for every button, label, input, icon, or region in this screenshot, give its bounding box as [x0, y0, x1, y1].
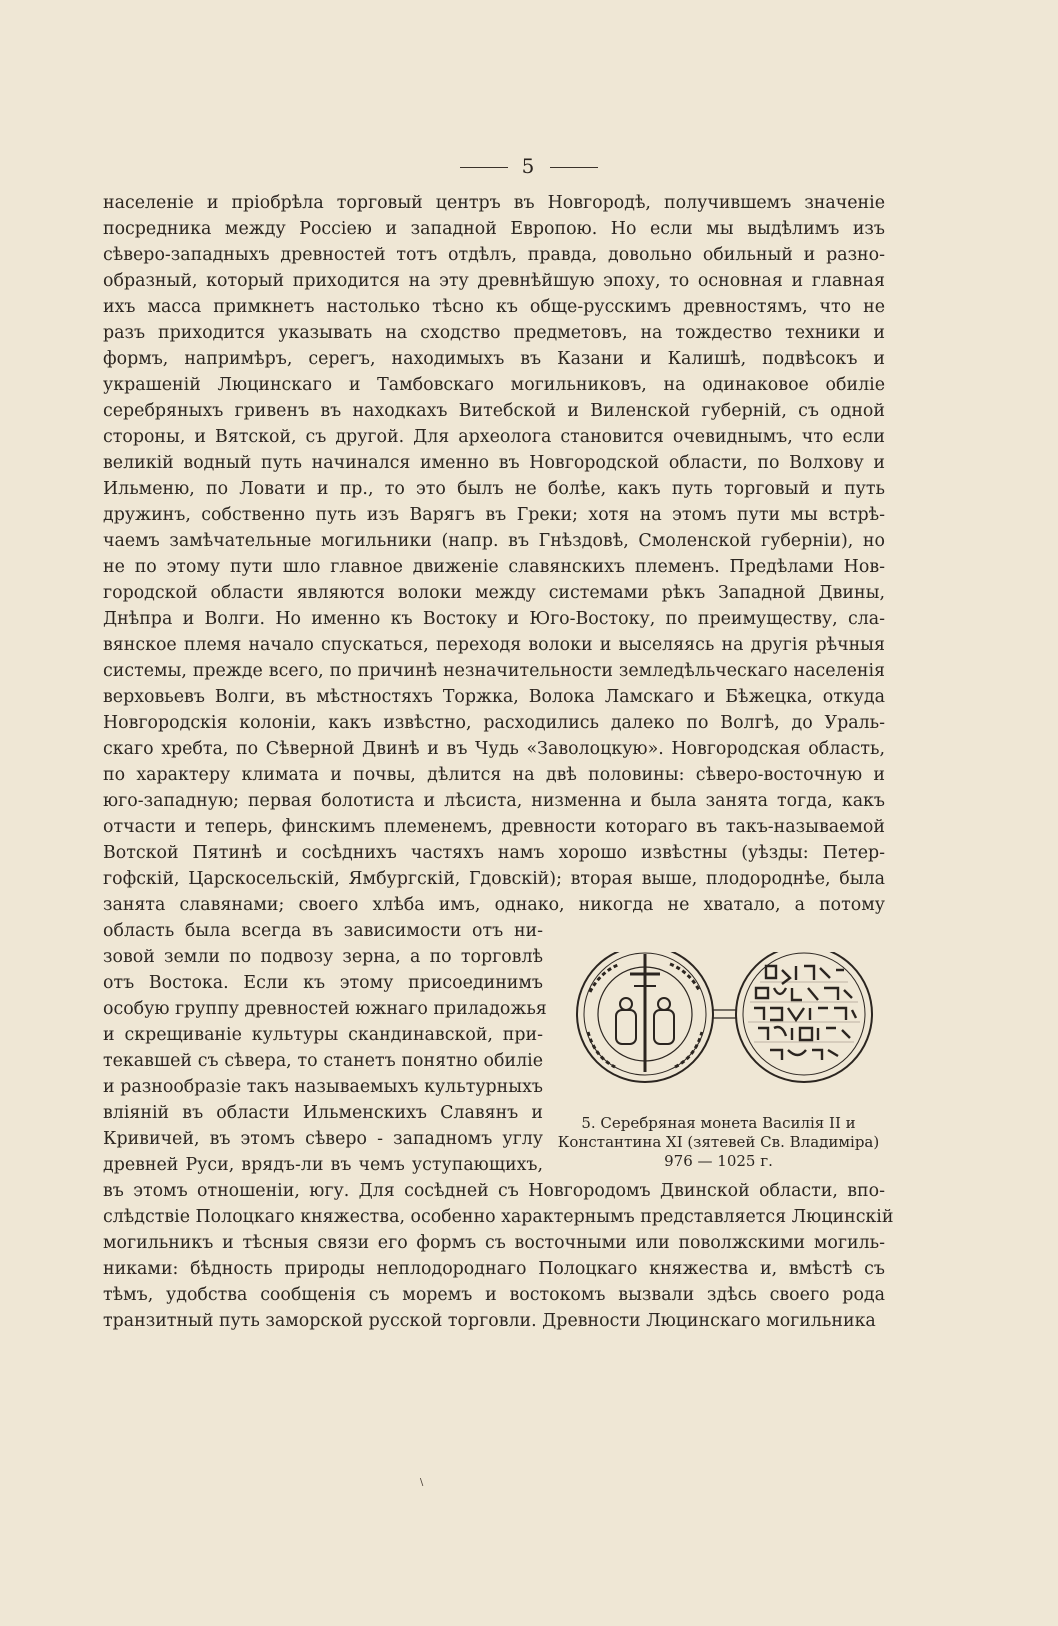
text-line: область была всегда въ зависимости отъ ни- — [103, 921, 543, 941]
text-line: и скрещиваніе культуры скандинавской, при- — [103, 1025, 543, 1045]
text-line: зовой земли по подвозу зерна, а по торговлѣ — [103, 947, 543, 967]
page-number — [0, 154, 1058, 178]
text-line: населеніе и пріобрѣла торговый центръ въ Новгородѣ, получившемъ значеніе — [103, 193, 885, 213]
text-line: чаемъ замѣчательные могильники (напр. въ Гнѣздовѣ, Смоленской губерніи), но — [103, 531, 885, 551]
text-line: Вотской Пятинѣ и сосѣднихъ частяхъ намъ хорошо извѣстны (уѣзды: Петер- — [103, 843, 885, 863]
paragraph-beside-figure — [103, 918, 547, 1178]
text-line: тѣмъ, удобства сообщенія съ моремъ и востокомъ вызвали здѣсь своего рода — [103, 1285, 885, 1305]
text-line: не по этому пути шло главное движеніе славянскихъ племенъ. Предѣлами Нов- — [103, 557, 885, 577]
text-line: формъ, напримѣръ, серегъ, находимыхъ въ Казани и Калишѣ, подвѣсокъ и — [103, 349, 885, 369]
page-number-text: 5 — [521, 154, 537, 178]
caption-line: 976 — 1025 г. — [664, 1152, 773, 1170]
coin-reverse — [736, 952, 872, 1082]
text-line: украшеній Люцинскаго и Тамбовскаго могильниковъ, на одинаковое обиліе — [103, 375, 885, 395]
text-line: и разнообразіе такъ называемыхъ культурныхъ — [103, 1077, 543, 1097]
text-line: Кривичей, въ этомъ сѣверо - западномъ углу — [103, 1129, 543, 1149]
text-line: гофскій, Царскосельскій, Ямбургскій, Гдовскій); вторая выше, плодороднѣе, была — [103, 869, 885, 889]
folio-rule-right — [550, 167, 598, 168]
text-line: никами: бѣдность природы неплодороднаго Полоцкаго княжества и, вмѣстѣ съ — [103, 1259, 885, 1279]
text-line: Днѣпра и Волги. Но именно къ Востоку и Юго-Востоку, по преимуществу, сла- — [103, 609, 885, 629]
paragraph-top — [103, 190, 885, 918]
text-line: стороны, и Вятской, съ другой. Для археолога становится очевиднымъ, что если — [103, 427, 885, 447]
text-line: текавшей съ сѣвера, то станетъ понятно обиліе — [103, 1051, 543, 1071]
text-line: скаго хребта, по Сѣверной Двинѣ и въ Чудь «Заволоцкую». Новгородская область, — [103, 739, 885, 759]
text-line: сѣверо-западныхъ древностей тотъ отдѣлъ, правда, довольно обильный и разно- — [103, 245, 885, 265]
text-line: по характеру климата и почвы, дѣлится на двѣ половины: сѣверо-восточную и — [103, 765, 885, 785]
text-line: великій водный путь начинался именно въ Новгородской области, по Волхову и — [103, 453, 885, 473]
caption-line: Константина XI (зятевей Св. Владиміра) — [557, 1133, 880, 1151]
text-line: Новгородскія колоніи, какъ извѣстно, расходились далеко по Волгѣ, до Ураль- — [103, 713, 885, 733]
folio-rule-left — [460, 167, 508, 168]
text-line: отъ Востока. Если къ этому присоединимъ — [103, 973, 543, 993]
text-line: въ этомъ отношеніи, югу. Для сосѣдней съ Новгородомъ Двинской области, впо- — [103, 1181, 885, 1201]
text-line: серебряныхъ гривенъ въ находкахъ Витебской и Виленской губерній, съ одной — [103, 401, 885, 421]
text-line: особую группу древностей южнаго приладожья — [103, 999, 547, 1019]
text-line: юго-западную; первая болотиста и лѣсиста, низменна и была занята тогда, какъ — [103, 791, 885, 811]
caption-line: 5. Серебряная монета Василія II и — [581, 1114, 856, 1132]
text-line: вліяній въ области Ильменскихъ Славянъ и — [103, 1103, 543, 1123]
text-line: разъ приходится указывать на сходство предметовъ, на тождество техники и — [103, 323, 885, 343]
coin-obverse — [577, 952, 713, 1082]
text-line: посредника между Россіею и западной Европою. Но если мы выдѣлимъ изъ — [103, 219, 885, 239]
text-line: занята славянами; своего хлѣба имъ, однако, никогда не хватало, а потому — [103, 895, 885, 915]
text-line: древней Руси, врядъ-ли въ чемъ уступающихъ, — [103, 1155, 543, 1175]
text-line: ихъ масса примкнетъ настолько тѣсно къ обще-русскимъ древностямъ, что не — [103, 297, 885, 317]
page-speck: ∖ — [418, 1478, 425, 1489]
text-line: вянское племя начало спускаться, переходя волоки и выселяясь на другія рѣчныя — [103, 635, 885, 655]
text-line: Ильменю, по Ловати и пр., то это былъ не болѣе, какъ путь торговый и путь — [103, 479, 885, 499]
text-line: транзитный путь заморской русской торговли. Древности Люцинскаго могильника — [103, 1311, 876, 1331]
text-line: слѣдствіе Полоцкаго княжества, особенно характернымъ представляется Люцинскій — [103, 1207, 894, 1227]
figure-caption — [546, 1114, 891, 1171]
text-line: системы, прежде всего, по причинѣ незначительности земледѣльческаго населенія — [103, 661, 885, 681]
text-line: городской области являются волоки между системами рѣкъ Западной Двины, — [103, 583, 885, 603]
text-line: отчасти и теперь, финскимъ племенемъ, древности котораго въ такъ-называемой — [103, 817, 885, 837]
text-line: дружинъ, собственно путь изъ Варягъ въ Греки; хотя на этомъ пути мы встрѣ- — [103, 505, 885, 525]
text-line: могильникъ и тѣсныя связи его формъ съ восточными или поволжскими могиль- — [103, 1233, 885, 1253]
text-line: верховьевъ Волги, въ мѣстностяхъ Торжка, Волока Ламскаго и Бѣжецка, откуда — [103, 687, 885, 707]
text-line: образный, который приходится на эту древнѣйшую эпоху, то основная и главная — [103, 271, 885, 291]
paragraph-bottom — [103, 1178, 894, 1334]
